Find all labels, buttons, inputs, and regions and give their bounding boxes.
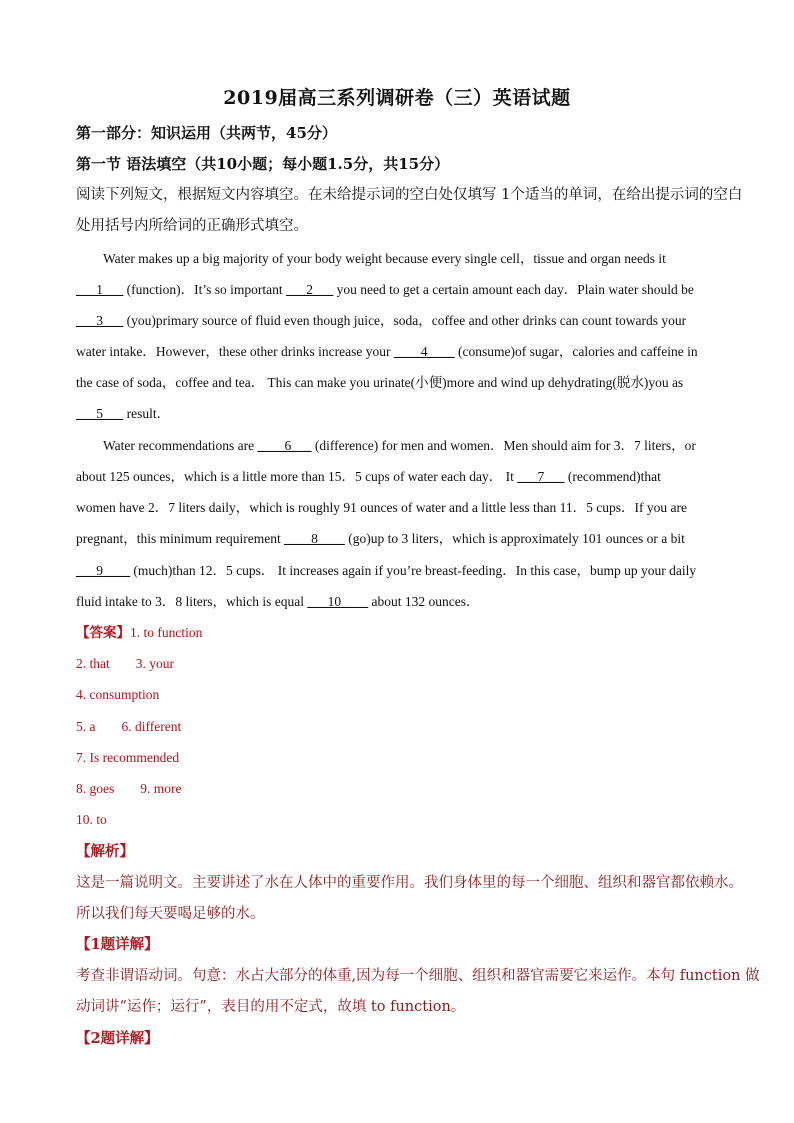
passage-text: result．	[123, 406, 171, 421]
section-heading: 第一节 语法填空（共10小题；每小题1.5分，共15分）	[76, 155, 450, 173]
answer-line	[76, 779, 182, 799]
analysis-line: 所以我们每天要喝足够的水。	[76, 906, 265, 922]
answer-2: 2. that	[76, 656, 110, 671]
detail-1-line: 考查非谓语动词。句意：水占大部分的体重,因为每一个细胞、组织和器官需要它来运作。本句 function 做	[76, 968, 760, 984]
answer-line	[76, 717, 181, 737]
passage-text: (consume)of sugar，calories and caffeine in	[454, 344, 698, 359]
blank-6: ____6___	[257, 438, 312, 453]
blank-5: ___5___	[76, 406, 124, 421]
blank-2: ___2___	[285, 282, 334, 297]
passage-line	[76, 404, 170, 424]
passage-text: (go)up to 3 liters，which is approximately 101 ounces or a bit	[344, 531, 685, 546]
passage-line	[76, 311, 686, 331]
part-heading: 第一部分：知识运用（共两节，45分）	[76, 124, 337, 142]
passage-text: about 125 ounces，which is a little more than 15．5 cups of water each day． It	[76, 469, 518, 484]
passage-text: you need to get a certain amount each day．Plain water should be	[333, 282, 694, 297]
passage-line	[76, 342, 698, 362]
passage-line: women have 2．7 liters daily，which is roughly 91 ounces of water and a little less than 11．5 cups．If you are	[76, 500, 687, 515]
instruction-line: 阅读下列短文，根据短文内容填空。在未给提示词的空白处仅填写 1个适当的单词，在给出提示词的空白	[76, 187, 743, 203]
answer-6: 6. different	[121, 719, 182, 734]
detail-1-label: 【1题详解】	[76, 936, 159, 953]
passage-text: (function)．It’s so important	[123, 282, 286, 297]
passage-text: pregnant，this minimum requirement	[76, 531, 285, 546]
passage-text: (you)primary source of fluid even though juice，soda，coffee and other drinks can count towards your	[123, 313, 687, 328]
answer-7: 7. Is recommended	[76, 750, 180, 765]
page-title: 2019届高三系列调研卷（三）英语试题	[223, 87, 571, 109]
answer-3: 3. your	[135, 656, 174, 671]
passage-line	[76, 467, 661, 487]
answer-line	[76, 654, 174, 674]
passage-text: about 132 ounces．	[368, 594, 480, 609]
analysis-line: 这是一篇说明文。主要讲述了水在人体中的重要作用。我们身体里的每一个细胞、组织和器官都依赖水。	[76, 875, 743, 891]
answer-line	[76, 623, 202, 643]
passage-line	[76, 561, 696, 581]
answer-5: 5. a	[76, 719, 96, 734]
blank-7: ___7___	[517, 469, 565, 484]
detail-1-line: 动词讲“运作；运行”，表目的用不定式，故填 to function。	[76, 999, 466, 1015]
passage-text: (much)than 12．5 cups． It increases again if you’re breast-feeding．In this case，bump up your daily	[130, 563, 697, 578]
passage-line	[76, 280, 694, 300]
blank-1: ___1___	[76, 282, 124, 297]
answer-4: 4. consumption	[76, 687, 160, 702]
passage-text: (difference) for men and women．Men should aim for 3．7 liters，or	[311, 438, 696, 453]
answer-1: 1. to function	[130, 625, 203, 640]
blank-9: ___9____	[76, 563, 130, 578]
passage-text: Water recommendations are	[103, 438, 258, 453]
passage-text: water intake．However，these other drinks increase your	[76, 344, 394, 359]
analysis-label: 【解析】	[76, 843, 134, 860]
answer-10: 10. to	[76, 812, 107, 827]
answer-label: 【答案】	[76, 625, 130, 640]
passage-line	[103, 436, 696, 456]
passage-line	[76, 529, 685, 549]
blank-10: ___10____	[307, 594, 369, 609]
blank-8: ____8____	[284, 531, 345, 546]
answer-9: 9. more	[140, 781, 182, 796]
blank-3: ___3___	[76, 313, 124, 328]
passage-line	[76, 592, 479, 612]
blank-4: ____4____	[393, 344, 455, 359]
passage-line: Water makes up a big majority of your body weight because every single cell，tissue and organ needs it	[103, 251, 666, 266]
answer-8: 8. goes	[76, 781, 115, 796]
detail-2-label: 【2题详解】	[76, 1030, 159, 1047]
passage-text: fluid intake to 3．8 liters，which is equal	[76, 594, 308, 609]
passage-text: (recommend)that	[564, 469, 661, 484]
instruction-line: 处用括号内所给词的正确形式填空。	[76, 218, 308, 234]
passage-line: the case of soda，coffee and tea． This can make you urinate(小便)more and wind up dehydrating(脱水)you as	[76, 375, 684, 390]
